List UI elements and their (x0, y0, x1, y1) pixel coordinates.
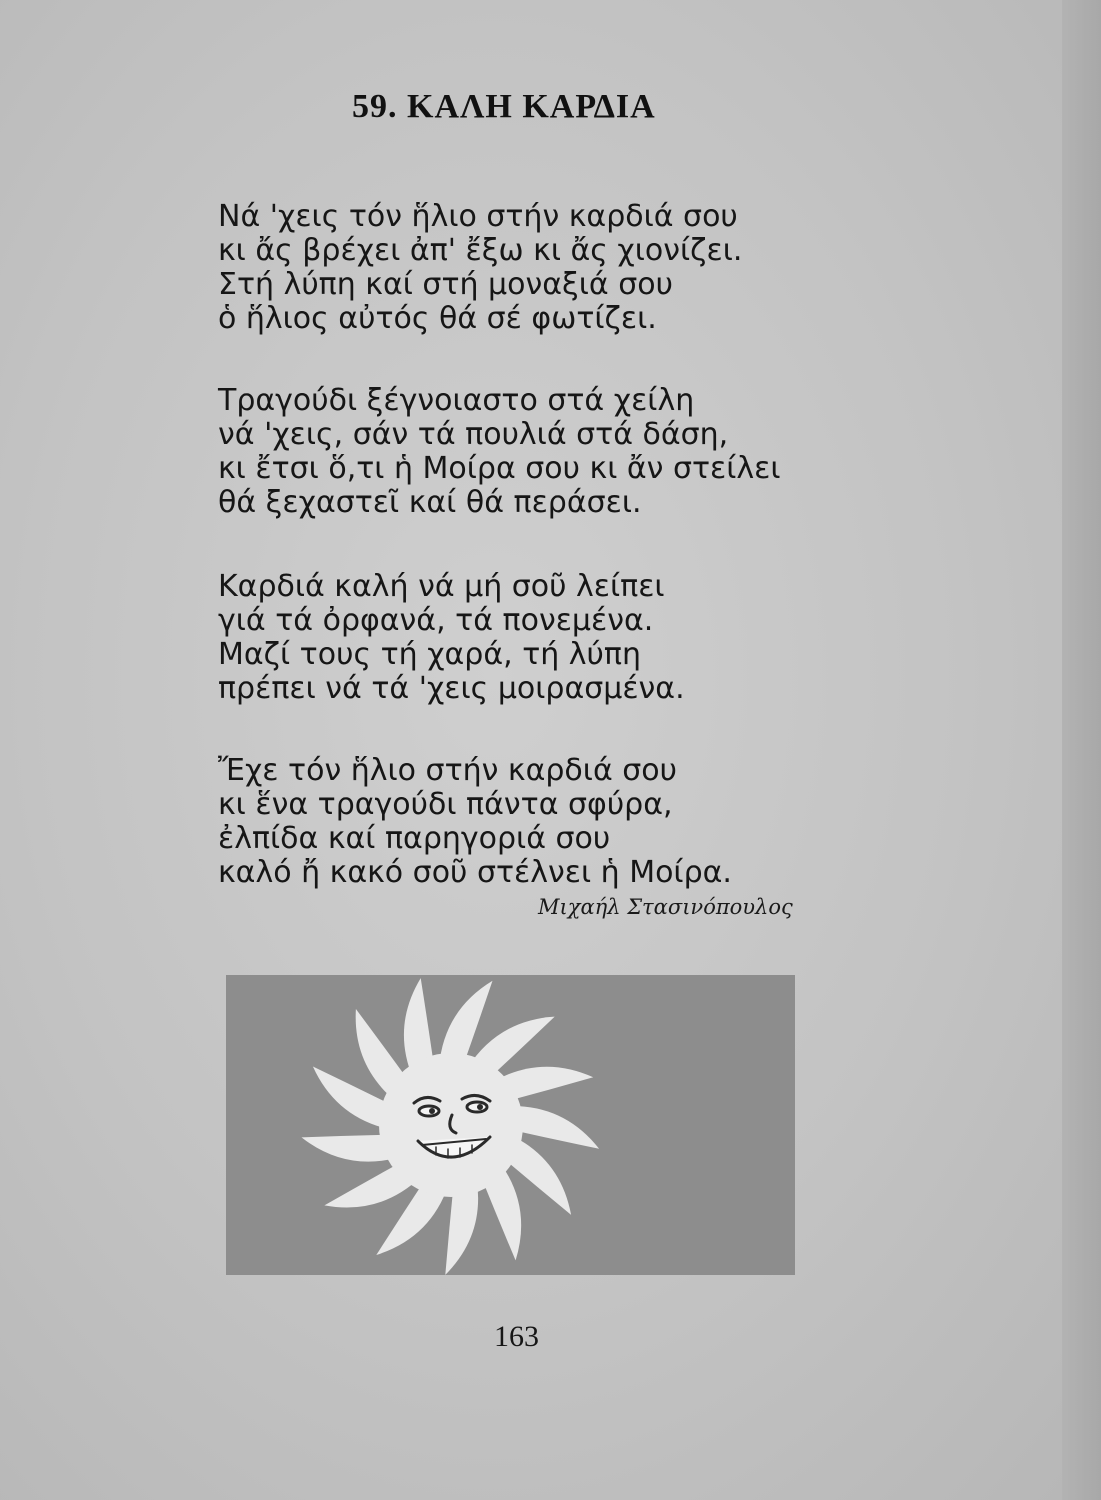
stanza (218, 384, 838, 520)
poem-body (218, 200, 838, 930)
page-edge (1062, 0, 1101, 1500)
poem-line: κι ἕνα τραγούδι πάντα σφύρα, (218, 787, 673, 822)
poem-line: νά 'χεις, σάν τά πουλιά στά δάση, (218, 417, 729, 452)
poem-author: Μιχαήλ Στασινόπουλος (538, 895, 793, 919)
stanza (218, 754, 838, 890)
poem-line: ὁ ἥλιος αὐτός θά σέ φωτίζει. (218, 301, 657, 336)
poem-line: θά ξεχαστεῖ καί θά περάσει. (218, 485, 642, 520)
poem-line: Ἔχε τόν ἥλιο στήν καρδιά σου (218, 753, 677, 788)
poem-line: γιά τά ὀρφανά, τά πονεμένα. (218, 603, 654, 638)
poem-line: Καρδιά καλή νά μή σοῦ λείπει (218, 569, 665, 604)
poem-line: Στή λύπη καί στή μοναξιά σου (218, 267, 673, 302)
page-number: 163 (494, 1320, 539, 1353)
poem-line: ἐλπίδα καί παρηγοριά σου (218, 821, 611, 856)
sun-illustration (226, 975, 795, 1275)
poem-line: Τραγούδι ξέγνοιαστο στά χείλη (218, 383, 695, 418)
poem-line: καλό ἤ κακό σοῦ στέλνει ἡ Μοίρα. (218, 855, 732, 890)
poem-line: Μαζί τους τή χαρά, τή λύπη (218, 637, 641, 672)
stanza (218, 570, 838, 706)
poem-line: κι ἔτσι ὅ,τι ἡ Μοίρα σου κι ἄν στείλει (218, 451, 781, 486)
poem-line: Νά 'χεις τόν ἥλιο στήν καρδιά σου (218, 199, 738, 234)
poem-title: 59. ΚΑΛΗ ΚΑΡΔΙΑ (352, 88, 656, 125)
stanza (218, 200, 838, 336)
poem-line: πρέπει νά τά 'χεις μοιρασμένα. (218, 671, 685, 706)
poem-line: κι ἄς βρέχει ἀπ' ἔξω κι ἄς χιονίζει. (218, 233, 743, 268)
smiling-sun-icon (226, 975, 795, 1275)
